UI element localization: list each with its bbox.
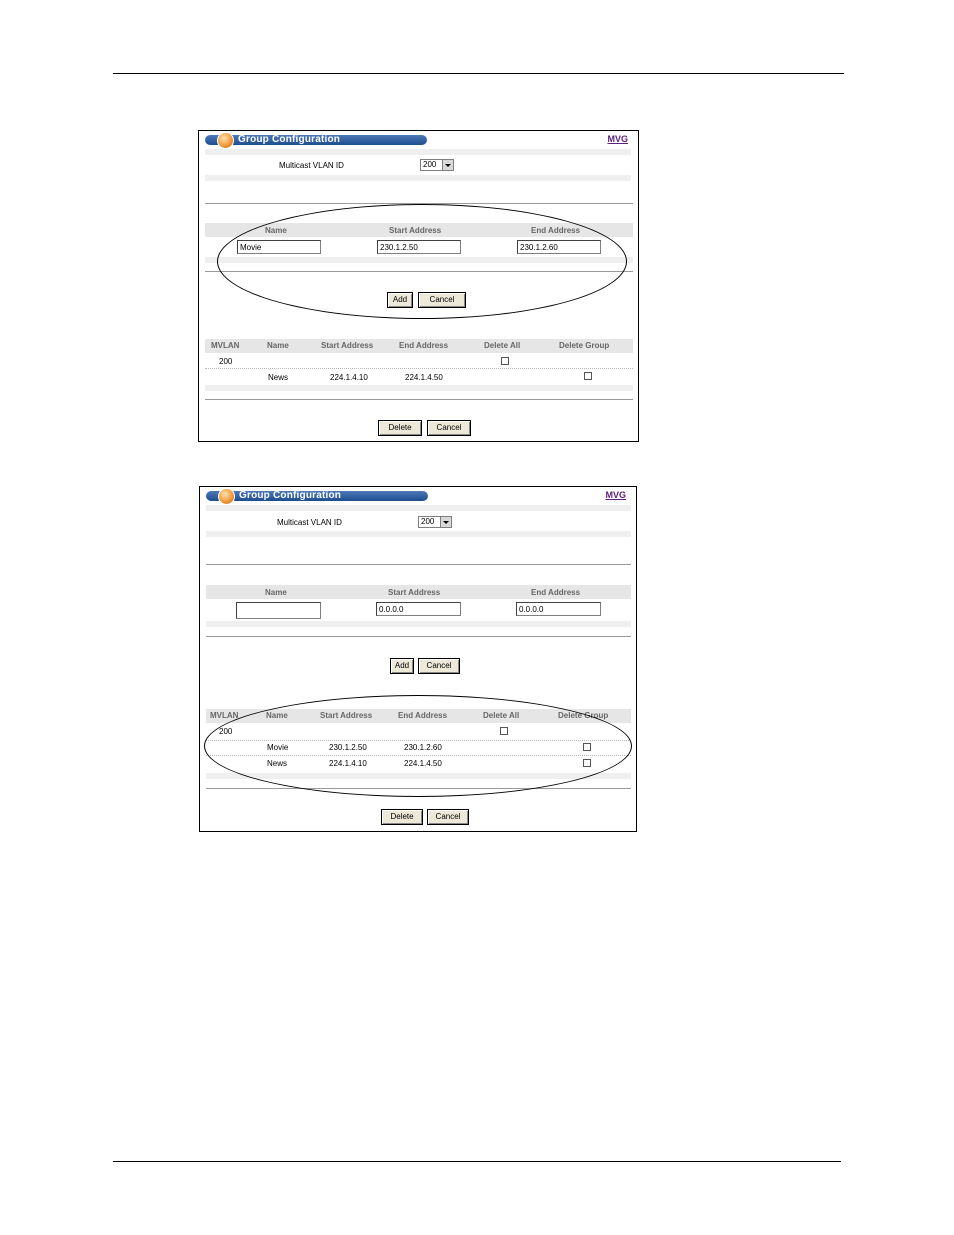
multicast-vlan-id-label: Multicast VLAN ID — [277, 518, 342, 527]
chevron-down-icon — [440, 517, 451, 527]
cancel-button[interactable]: Cancel — [427, 809, 469, 825]
delete-button[interactable]: Delete — [381, 809, 423, 825]
delete-all-checkbox[interactable] — [501, 357, 509, 365]
add-button[interactable]: Add — [387, 292, 413, 308]
mvlan-value: 200 — [219, 727, 233, 736]
bottom-rule — [113, 1161, 841, 1162]
table-bottom-band — [205, 385, 633, 391]
top-rule — [113, 73, 844, 74]
delete-all-header: Delete All — [483, 711, 520, 720]
row-name: News — [267, 759, 288, 768]
add-button[interactable]: Add — [390, 658, 414, 674]
chevron-down-icon — [442, 160, 453, 170]
row-separator — [205, 368, 633, 369]
end-address-input[interactable] — [516, 602, 601, 616]
mvg-link[interactable]: MVG — [605, 490, 626, 500]
delete-group-checkbox[interactable] — [584, 372, 592, 380]
end-address-col-header: End Address — [398, 711, 448, 720]
orb-icon — [217, 132, 234, 149]
cancel-button[interactable]: Cancel — [418, 292, 466, 308]
cancel-button[interactable]: Cancel — [418, 658, 460, 674]
delete-group-header: Delete Group — [559, 341, 610, 350]
mvlan-header: MVLAN — [210, 711, 239, 720]
mvg-link[interactable]: MVG — [607, 134, 628, 144]
delete-button[interactable]: Delete — [378, 420, 422, 436]
vlan-row-band-bottom — [205, 175, 631, 181]
row-name: News — [268, 373, 289, 382]
cancel-button[interactable]: Cancel — [427, 420, 471, 436]
panel-title: Group Configuration — [238, 134, 341, 145]
group-config-panel-1 — [198, 130, 639, 442]
name-header: Name — [265, 226, 287, 235]
group-config-panel-2 — [199, 486, 637, 832]
name-col-header: Name — [266, 711, 288, 720]
end-address-header: End Address — [531, 226, 581, 235]
vlan-row-band — [206, 505, 631, 511]
vlan-row-band — [205, 149, 631, 155]
multicast-vlan-id-select[interactable] — [418, 516, 452, 528]
start-address-col-header: Start Address — [321, 341, 374, 350]
mvlan-value: 200 — [219, 357, 233, 366]
start-address-header: Start Address — [389, 226, 442, 235]
start-address-input[interactable] — [376, 602, 461, 616]
vlan-select-value: 200 — [423, 160, 437, 169]
start-address-col-header: Start Address — [320, 711, 373, 720]
mvlan-header: MVLAN — [211, 341, 240, 350]
panel-title-bar — [205, 135, 427, 145]
panel-title-bar — [206, 491, 428, 501]
input-row-band — [206, 621, 631, 627]
end-address-header: End Address — [531, 588, 581, 597]
end-address-col-header: End Address — [399, 341, 449, 350]
row-start-address: 224.1.4.10 — [329, 759, 367, 768]
delete-group-header: Delete Group — [558, 711, 609, 720]
highlight-oval — [204, 695, 632, 797]
divider — [205, 399, 633, 400]
panel-title: Group Configuration — [239, 490, 342, 501]
name-header: Name — [265, 588, 287, 597]
row-start-address: 230.1.2.50 — [329, 743, 367, 752]
vlan-row-band-bottom — [206, 531, 631, 537]
delete-all-header: Delete All — [484, 341, 521, 350]
row-end-address: 230.1.2.60 — [404, 743, 442, 752]
divider — [206, 636, 631, 637]
divider — [206, 564, 631, 565]
orb-icon — [218, 488, 235, 505]
row-end-address: 224.1.4.50 — [404, 759, 442, 768]
multicast-vlan-id-select[interactable] — [420, 159, 454, 171]
row-end-address: 224.1.4.50 — [405, 373, 443, 382]
vlan-select-value: 200 — [421, 517, 435, 526]
name-input[interactable] — [236, 602, 321, 619]
name-col-header: Name — [267, 341, 289, 350]
row-start-address: 224.1.4.10 — [330, 373, 368, 382]
row-name: Movie — [267, 743, 289, 752]
start-address-header: Start Address — [388, 588, 441, 597]
multicast-vlan-id-label: Multicast VLAN ID — [279, 161, 344, 170]
highlight-oval — [217, 204, 627, 319]
